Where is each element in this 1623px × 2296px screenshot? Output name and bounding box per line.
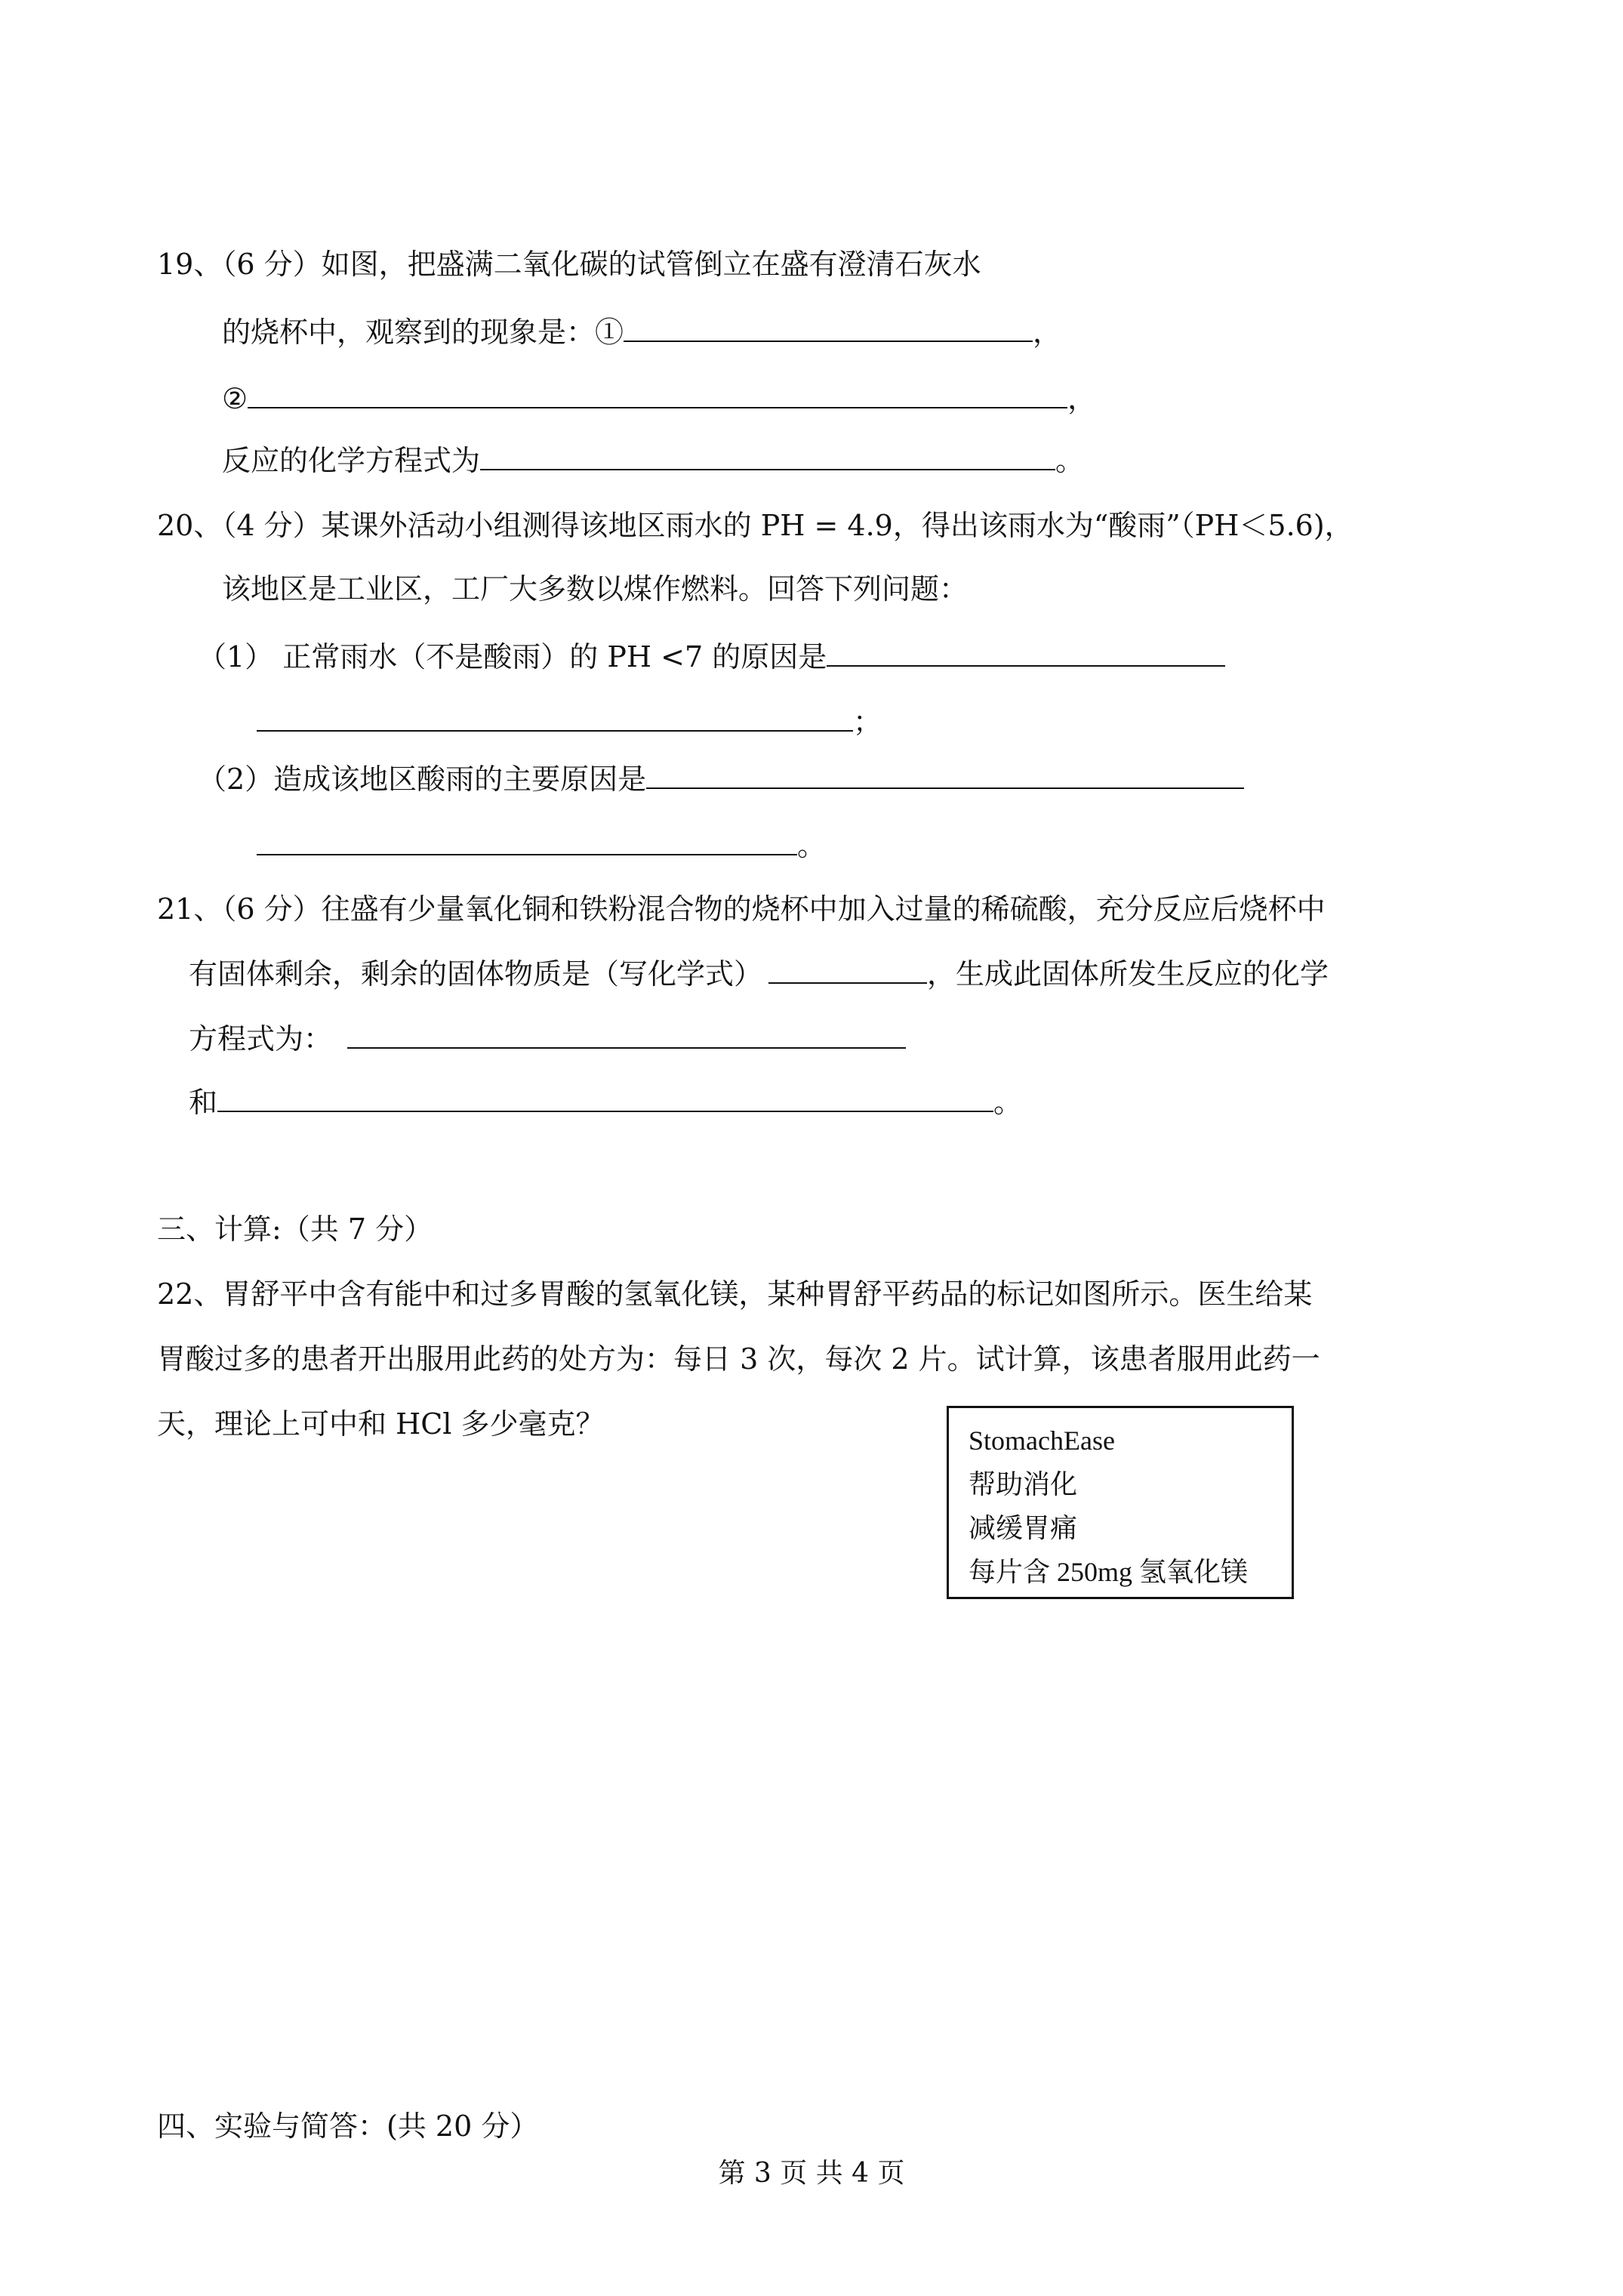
q19-line4 bbox=[222, 442, 1084, 479]
q21-line2 bbox=[189, 956, 1329, 992]
q20-sub1-cont bbox=[257, 704, 882, 740]
q21-solid-prefix: 有固体剩余，剩余的固体物质是（写化学式） bbox=[189, 957, 763, 991]
q19-circle-2: ② bbox=[222, 382, 248, 415]
q21-equation-prefix: 方程式为： bbox=[189, 1022, 333, 1056]
medicine-label-name: StomachEase bbox=[969, 1425, 1115, 1456]
medicine-label-line-1: 帮助消化 bbox=[969, 1469, 1078, 1499]
q22-stem-2: 胃酸过多的患者开出服用此药的处方为：每日 3 次，每次 2 片。试计算，该患者服用此药一 bbox=[157, 1342, 1320, 1376]
q21-and: 和 bbox=[189, 1086, 218, 1119]
medicine-label-box bbox=[947, 1406, 1294, 1599]
q19-comma-1: ， bbox=[1033, 316, 1062, 349]
q20-sub1-prefix: （1） 正常雨水（不是酸雨）的 PH <7 的原因是 bbox=[198, 640, 827, 673]
q20-stem: 20、（4 分）某课外活动小组测得该地区雨水的 PH = 4.9，得出该雨水为“酸雨”（PH＜5.6)， bbox=[157, 509, 1354, 542]
page-footer bbox=[0, 2156, 1623, 2192]
q19-line1 bbox=[157, 246, 981, 282]
q20-stem-2: 该地区是工业区，工厂大多数以煤作燃料。回答下列问题： bbox=[222, 572, 969, 606]
q21-line4 bbox=[189, 1084, 1022, 1120]
section-3-title-text: 三、计算:（共 7 分） bbox=[157, 1213, 433, 1246]
q19-comma-2: ， bbox=[1067, 382, 1097, 415]
section-4-title-text: 四、实验与简答：(共 20 分） bbox=[157, 2110, 539, 2143]
q22-line3 bbox=[157, 1406, 605, 1442]
q20-sub1-blank-b[interactable] bbox=[257, 704, 853, 732]
q21-line1 bbox=[157, 891, 1326, 927]
q21-equation-blank-2[interactable] bbox=[217, 1085, 993, 1112]
q20-sub2-blank-a[interactable] bbox=[646, 762, 1244, 789]
section-4-title bbox=[157, 2108, 538, 2144]
medicine-label-line-2: 减缓胃痛 bbox=[969, 1513, 1078, 1543]
q22-stem-1: 22、胃舒平中含有能中和过多胃酸的氢氧化镁，某种胃舒平药品的标记如图所示。医生给某 bbox=[157, 1277, 1313, 1311]
q19-answer-blank-2[interactable] bbox=[248, 381, 1067, 408]
q20-semicolon: ； bbox=[853, 705, 882, 738]
q20-sub2-blank-b[interactable] bbox=[257, 828, 797, 855]
q22-line2 bbox=[157, 1341, 1320, 1377]
q21-solid-blank[interactable] bbox=[768, 957, 927, 984]
q19-equation-prefix: 反应的化学方程式为 bbox=[222, 444, 481, 477]
q19-observation-prefix: 的烧杯中，观察到的现象是：① bbox=[222, 316, 624, 349]
q19-equation-blank[interactable] bbox=[480, 443, 1055, 470]
q19-answer-blank-1[interactable] bbox=[624, 315, 1033, 342]
q20-sub2-cont bbox=[257, 827, 826, 864]
q19-period: 。 bbox=[1055, 444, 1085, 477]
q21-line3 bbox=[189, 1021, 906, 1057]
q20-period: 。 bbox=[797, 829, 827, 862]
q21-solid-suffix: ，生成此固体所发生反应的化学 bbox=[927, 957, 1329, 991]
q21-period: 。 bbox=[993, 1086, 1023, 1119]
q21-stem: 21、（6 分）往盛有少量氧化铜和铁粉混合物的烧杯中加入过量的稀硫酸，充分反应后烧杯中 bbox=[157, 892, 1326, 926]
q19-stem: 19、（6 分）如图，把盛满二氧化碳的试管倒立在盛有澄清石灰水 bbox=[157, 248, 981, 281]
q22-stem-3: 天，理论上可中和 HCl 多少毫克？ bbox=[157, 1407, 605, 1441]
q20-line2 bbox=[222, 571, 968, 607]
q21-equation-blank-1[interactable] bbox=[347, 1022, 906, 1049]
page-number: 第 3 页 共 4 页 bbox=[718, 2158, 905, 2189]
q20-sub2 bbox=[198, 761, 1244, 797]
q19-line3 bbox=[222, 381, 1096, 417]
q20-sub1-blank-a[interactable] bbox=[827, 639, 1225, 667]
q19-line2 bbox=[222, 314, 1061, 350]
section-3-title bbox=[157, 1211, 433, 1247]
q20-line1 bbox=[157, 507, 1354, 544]
q22-line1 bbox=[157, 1276, 1312, 1312]
q20-sub1 bbox=[198, 639, 1225, 675]
medicine-label-dosage: 每片含 250mg 氢氧化镁 bbox=[969, 1557, 1249, 1587]
q20-sub2-prefix: （2）造成该地区酸雨的主要原因是 bbox=[198, 763, 647, 796]
